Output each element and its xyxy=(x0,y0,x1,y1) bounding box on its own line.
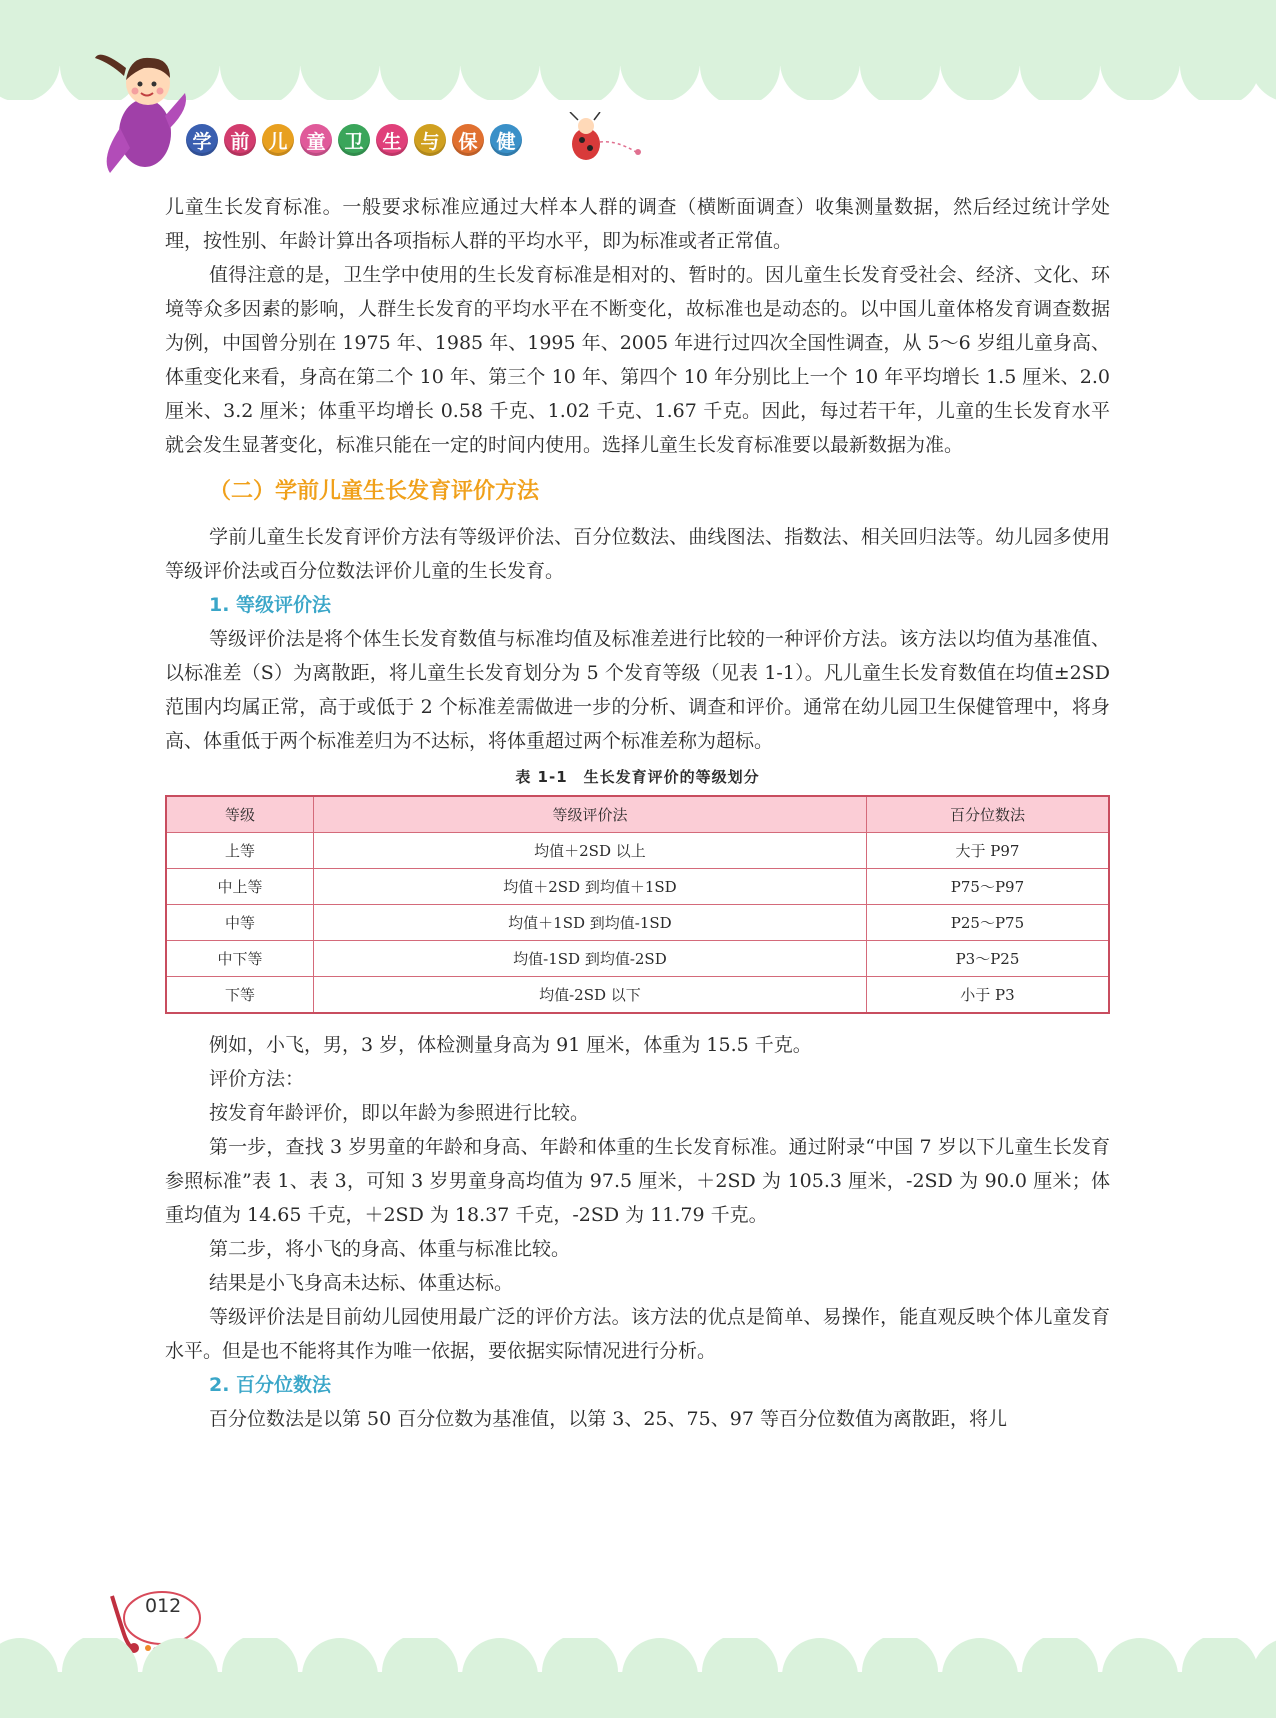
table-header-cell: 百分位数法 xyxy=(866,796,1109,833)
table-header-cell: 等级评价法 xyxy=(313,796,866,833)
table-cell: P75～P97 xyxy=(866,869,1109,905)
table-row xyxy=(166,869,1109,905)
body-paragraph: 第二步，将小飞的身高、体重与标准比较。 xyxy=(209,1238,571,1260)
title-char: 健 xyxy=(490,124,522,156)
table-cell: 均值＋2SD 到均值＋1SD xyxy=(313,869,866,905)
table-header-row xyxy=(166,796,1109,833)
page-content xyxy=(165,190,1110,1436)
title-char: 卫 xyxy=(338,124,370,156)
table-cell: 均值＋2SD 以上 xyxy=(313,833,866,869)
body-paragraph: 按发育年龄评价，即以年龄为参照进行比较。 xyxy=(209,1102,590,1124)
subsection-heading: 2. 百分位数法 xyxy=(209,1374,332,1396)
table-cell: 小于 P3 xyxy=(866,977,1109,1014)
table-row xyxy=(166,941,1109,977)
girl-illustration xyxy=(90,38,200,178)
table-cell: 上等 xyxy=(166,833,313,869)
title-char: 学 xyxy=(186,124,218,156)
page-number: 012 xyxy=(145,1595,182,1617)
body-paragraph: 第一步，查找 3 岁男童的年龄和身高、年龄和体重的生长发育标准。通过附录“中国 7 岁以下儿童生长发育参照标准”表 1、表 3，可知 3 岁男童身高均值为 97.5 厘米，＋2SD 为 105.3 厘米，-2SD 为 90.0 厘米；体重均值为 14.65 千克，＋2SD 为 18.37 千克，-2SD 为 11.79 千克。 xyxy=(165,1136,1110,1226)
body-paragraph: 等级评价法是将个体生长发育数值与标准均值及标准差进行比较的一种评价方法。该方法以均值为基准值、以标准差（S）为离散距，将儿童生长发育划分为 5 个发育等级（见表 1-1）。凡儿童生长发育数值在均值±2SD 范围内均属正常，高于或低于 2 个标准差需做进一步的分析、调查和评价。通常在幼儿园卫生保健管理中，将身高、体重低于两个标准差归为不达标，将体重超过两个标准差称为超标。 xyxy=(165,628,1110,752)
table-cell: 均值＋1SD 到均值-1SD xyxy=(313,905,866,941)
title-char: 童 xyxy=(300,124,332,156)
table-cell: 大于 P97 xyxy=(866,833,1109,869)
body-paragraph: 百分位数法是以第 50 百分位数为基准值，以第 3、25、75、97 等百分位数值为离散距，将儿 xyxy=(209,1408,1007,1430)
body-paragraph: 儿童生长发育标准。一般要求标准应通过大样本人群的调查（横断面调查）收集测量数据，然后经过统计学处理，按性别、年龄计算出各项指标人群的平均水平，即为标准或者正常值。 xyxy=(165,196,1110,252)
body-paragraph: 评价方法： xyxy=(209,1068,305,1090)
body-paragraph: 值得注意的是，卫生学中使用的生长发育标准是相对的、暂时的。因儿童生长发育受社会、经济、文化、环境等众多因素的影响，人群生长发育的平均水平在不断变化，故标准也是动态的。以中国儿童体格发育调查数据为例，中国曾分别在 1975 年、1985 年、1995 年、2005 年进行过四次全国性调查，从 5～6 岁组儿童身高、体重变化来看，身高在第二个 10 年、第三个 10 年、第四个 10 年分别比上一个 10 年平均增长 1.5 厘米、2.0 厘米、3.2 厘米；体重平均增长 0.58 千克、1.02 千克、1.67 千克。因此，每过若干年，儿童的生长发育水平就会发生显著变化，标准只能在一定的时间内使用。选择儿童生长发育标准要以最新数据为准。 xyxy=(165,264,1110,456)
title-char: 儿 xyxy=(262,124,294,156)
table-row xyxy=(166,905,1109,941)
table-cell: P25～P75 xyxy=(866,905,1109,941)
body-paragraph: 结果是小飞身高未达标、体重达标。 xyxy=(209,1272,514,1294)
body-paragraph: 例如，小飞，男，3 岁，体检测量身高为 91 厘米，体重为 15.5 千克。 xyxy=(209,1034,812,1056)
table-cell: 下等 xyxy=(166,977,313,1014)
table-cell: P3～P25 xyxy=(866,941,1109,977)
table-row xyxy=(166,977,1109,1014)
table-cell: 中上等 xyxy=(166,869,313,905)
section-heading: （二）学前儿童生长发育评价方法 xyxy=(209,479,540,504)
title-char: 前 xyxy=(224,124,256,156)
body-paragraph: 学前儿童生长发育评价方法有等级评价法、百分位数法、曲线图法、指数法、相关回归法等。幼儿园多使用等级评价法或百分位数法评价儿童的生长发育。 xyxy=(165,526,1110,582)
title-char: 生 xyxy=(376,124,408,156)
book-title xyxy=(186,124,522,156)
table-cell: 均值-2SD 以下 xyxy=(313,977,866,1014)
table-row xyxy=(166,833,1109,869)
ladybug-illustration xyxy=(556,112,646,172)
title-char: 保 xyxy=(452,124,484,156)
table-header-cell: 等级 xyxy=(166,796,313,833)
table-cell: 中等 xyxy=(166,905,313,941)
title-char: 与 xyxy=(414,124,446,156)
body-paragraph: 等级评价法是目前幼儿园使用最广泛的评价方法。该方法的优点是简单、易操作，能直观反映个体儿童发育水平。但是也不能将其作为唯一依据，要依据实际情况进行分析。 xyxy=(165,1306,1110,1362)
table-cell: 均值-1SD 到均值-2SD xyxy=(313,941,866,977)
grade-table xyxy=(165,795,1110,1014)
table-cell: 中下等 xyxy=(166,941,313,977)
bottom-scallop-band xyxy=(0,1638,1276,1718)
table-caption: 表 1-1 生长发育评价的等级划分 xyxy=(515,768,760,786)
subsection-heading: 1. 等级评价法 xyxy=(209,594,332,616)
